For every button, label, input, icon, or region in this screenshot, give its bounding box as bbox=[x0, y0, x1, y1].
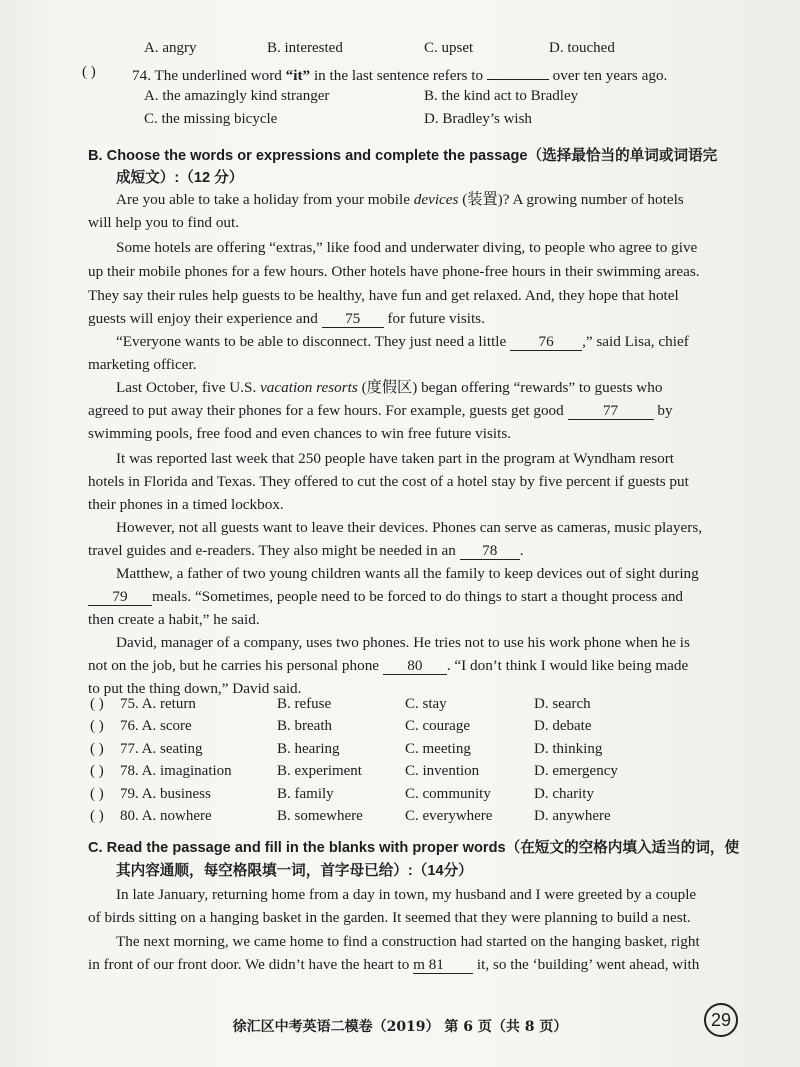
text: . “I don’t think I would like being made bbox=[446, 657, 689, 674]
question-option-b: B. hearing bbox=[277, 740, 340, 757]
passage-b-line: They say their rules help guests to be healthy, have fun and get relaxed. And, they hope that hotel bbox=[88, 287, 679, 304]
passage-c-line: In late January, returning home from a day in town, my husband and I were greeted by a couple bbox=[116, 886, 697, 903]
q73-option-b: B. interested bbox=[267, 40, 343, 56]
passage-b-line: However, not all guests want to leave their devices. Phones can serve as cameras, music players, bbox=[116, 519, 703, 536]
q74-blank[interactable] bbox=[487, 62, 549, 80]
text: by bbox=[653, 402, 673, 419]
text: travel guides and e-readers. They also might be needed in an bbox=[88, 542, 460, 559]
question-option-b: B. breath bbox=[277, 718, 332, 735]
blank-81[interactable]: m 81 bbox=[413, 956, 473, 974]
question-option-c: C. stay bbox=[405, 696, 447, 712]
passage-b-line: swimming pools, free food and even chances to win free future visits. bbox=[88, 425, 512, 442]
passage-b-line bbox=[88, 541, 523, 561]
blank-77[interactable]: 77 bbox=[568, 402, 654, 420]
section-c-heading-cont: 其内容通顺，每空格限填一词，首字母已给）:（14分） bbox=[116, 863, 473, 879]
q74-prefix: 74. The underlined word bbox=[132, 67, 286, 84]
q73-option-d: D. touched bbox=[549, 40, 615, 56]
passage-b-line bbox=[88, 401, 673, 421]
text: agreed to put away their phones for a few hours. For example, guests get good bbox=[88, 402, 568, 419]
answer-paren[interactable]: ( ) bbox=[90, 763, 104, 780]
page-number-badge: 29 bbox=[704, 1003, 738, 1037]
text: . bbox=[519, 542, 524, 559]
question-option-c: C. everywhere bbox=[405, 808, 493, 824]
question-option-c: C. courage bbox=[405, 718, 470, 735]
question-option-a: 77. A. seating bbox=[120, 740, 203, 757]
section-b-heading: B. Choose the words or expressions and complete the passage（选择最恰当的单词或词语完 bbox=[88, 148, 718, 164]
passage-b-line: then create a habit,” he said. bbox=[88, 611, 260, 628]
question-option-b: B. family bbox=[277, 785, 334, 802]
text: guests will enjoy their experience and bbox=[88, 310, 322, 327]
page-footer: 徐汇区中考英语二模卷（2019） 第 6 页（共 8 页） bbox=[232, 1019, 568, 1035]
blank-80[interactable]: 80 bbox=[383, 657, 447, 675]
question-option-d: D. debate bbox=[534, 718, 592, 735]
passage-b-line: Some hotels are offering “extras,” like food and underwater diving, to people who agree to give bbox=[116, 239, 698, 256]
answer-paren[interactable]: ( ) bbox=[90, 785, 104, 802]
text: in front of our front door. We didn’t have the heart to bbox=[88, 956, 414, 973]
passage-c-line bbox=[88, 955, 699, 975]
text: (度假区) began offering “rewards” to guests who bbox=[357, 379, 663, 396]
question-option-b: B. experiment bbox=[277, 763, 362, 780]
passage-b-line bbox=[116, 332, 689, 352]
q74-answer-paren[interactable]: ( ) bbox=[82, 64, 96, 80]
passage-b-line: David, manager of a company, uses two phones. He tries not to use his work phone when he is bbox=[116, 634, 690, 651]
question-option-b: B. somewhere bbox=[277, 808, 363, 824]
q74-option-d: D. Bradley’s wish bbox=[424, 111, 532, 127]
q74-word: “it” bbox=[285, 67, 311, 84]
question-option-a: 76. A. score bbox=[120, 718, 192, 735]
passage-b-line bbox=[88, 309, 485, 329]
question-option-c: C. community bbox=[405, 785, 491, 802]
q74-stem bbox=[132, 62, 667, 86]
q74-option-b: B. the kind act to Bradley bbox=[424, 88, 579, 104]
text: “Everyone wants to be able to disconnect. They just need a little bbox=[116, 333, 511, 350]
blank-79[interactable]: 79 bbox=[88, 588, 152, 606]
passage-c-line: of birds sitting on a hanging basket in the garden. It seemed that they were planning to build a nest. bbox=[88, 909, 691, 926]
passage-b-line bbox=[88, 587, 683, 607]
text: (装置)? A growing number of hotels bbox=[458, 191, 684, 208]
section-c-heading: C. Read the passage and fill in the blanks with proper words（在短文的空格内填入适当的词，使 bbox=[88, 840, 740, 856]
passage-b-line: to put the thing down,” David said. bbox=[88, 680, 302, 697]
passage-b-line: marketing officer. bbox=[88, 356, 197, 373]
italic-text: devices bbox=[413, 191, 459, 208]
text: for future visits. bbox=[383, 310, 485, 327]
blank-78[interactable]: 78 bbox=[460, 542, 520, 560]
text: meals. “Sometimes, people need to be forced to do things to start a thought process and bbox=[152, 588, 684, 605]
q73-option-a: A. angry bbox=[144, 40, 197, 56]
question-option-a: 75. A. return bbox=[120, 696, 196, 712]
answer-paren[interactable]: ( ) bbox=[90, 808, 104, 824]
question-option-a: 78. A. imagination bbox=[120, 763, 232, 780]
section-b-heading-cont: 成短文）:（12 分） bbox=[116, 170, 244, 186]
q74-option-a: A. the amazingly kind stranger bbox=[144, 88, 330, 104]
text: Are you able to take a holiday from your mobile bbox=[116, 191, 414, 208]
question-option-b: B. refuse bbox=[277, 696, 332, 712]
passage-b-line: Matthew, a father of two young children wants all the family to keep devices out of sight during bbox=[116, 565, 699, 582]
q74-option-c: C. the missing bicycle bbox=[144, 111, 278, 127]
italic-text: vacation resorts bbox=[260, 379, 358, 396]
question-option-c: C. meeting bbox=[405, 740, 471, 757]
answer-paren[interactable]: ( ) bbox=[90, 718, 104, 735]
text: ,” said Lisa, chief bbox=[582, 333, 689, 350]
passage-c-line: The next morning, we came home to find a construction had started on the hanging basket, right bbox=[116, 933, 700, 950]
passage-b-line: their phones in a timed lockbox. bbox=[88, 496, 284, 513]
text: Last October, five U.S. bbox=[116, 379, 261, 396]
q74-mid: in the last sentence refers to bbox=[310, 67, 487, 84]
passage-b-line: hotels in Florida and Texas. They offered to cut the cost of a hotel stay by five percent if guests put bbox=[88, 473, 689, 490]
q73-option-c: C. upset bbox=[424, 40, 474, 56]
question-option-d: D. charity bbox=[534, 785, 594, 802]
question-option-a: 80. A. nowhere bbox=[120, 808, 212, 824]
question-option-d: D. anywhere bbox=[534, 808, 611, 824]
passage-b-line: It was reported last week that 250 people have taken part in the program at Wyndham resort bbox=[116, 450, 675, 467]
answer-paren[interactable]: ( ) bbox=[90, 740, 104, 757]
passage-b-line: will help you to find out. bbox=[88, 214, 240, 231]
passage-b-line: up their mobile phones for a few hours. Other hotels have phone-free hours in their swimming areas. bbox=[88, 263, 700, 280]
text: it, so the ‘building’ went ahead, with bbox=[473, 956, 700, 973]
passage-b-line bbox=[116, 378, 662, 398]
text: not on the job, but he carries his personal phone bbox=[88, 657, 383, 674]
q74-suffix: over ten years ago. bbox=[548, 67, 668, 84]
passage-b-line bbox=[116, 190, 684, 210]
answer-paren[interactable]: ( ) bbox=[90, 696, 104, 712]
question-option-c: C. invention bbox=[405, 763, 480, 780]
question-option-a: 79. A. business bbox=[120, 785, 211, 802]
passage-b-line bbox=[88, 656, 688, 676]
blank-75[interactable]: 75 bbox=[322, 310, 384, 328]
blank-76[interactable]: 76 bbox=[510, 333, 582, 351]
question-option-d: D. search bbox=[534, 696, 591, 712]
question-option-d: D. thinking bbox=[534, 740, 603, 757]
question-option-d: D. emergency bbox=[534, 763, 618, 780]
